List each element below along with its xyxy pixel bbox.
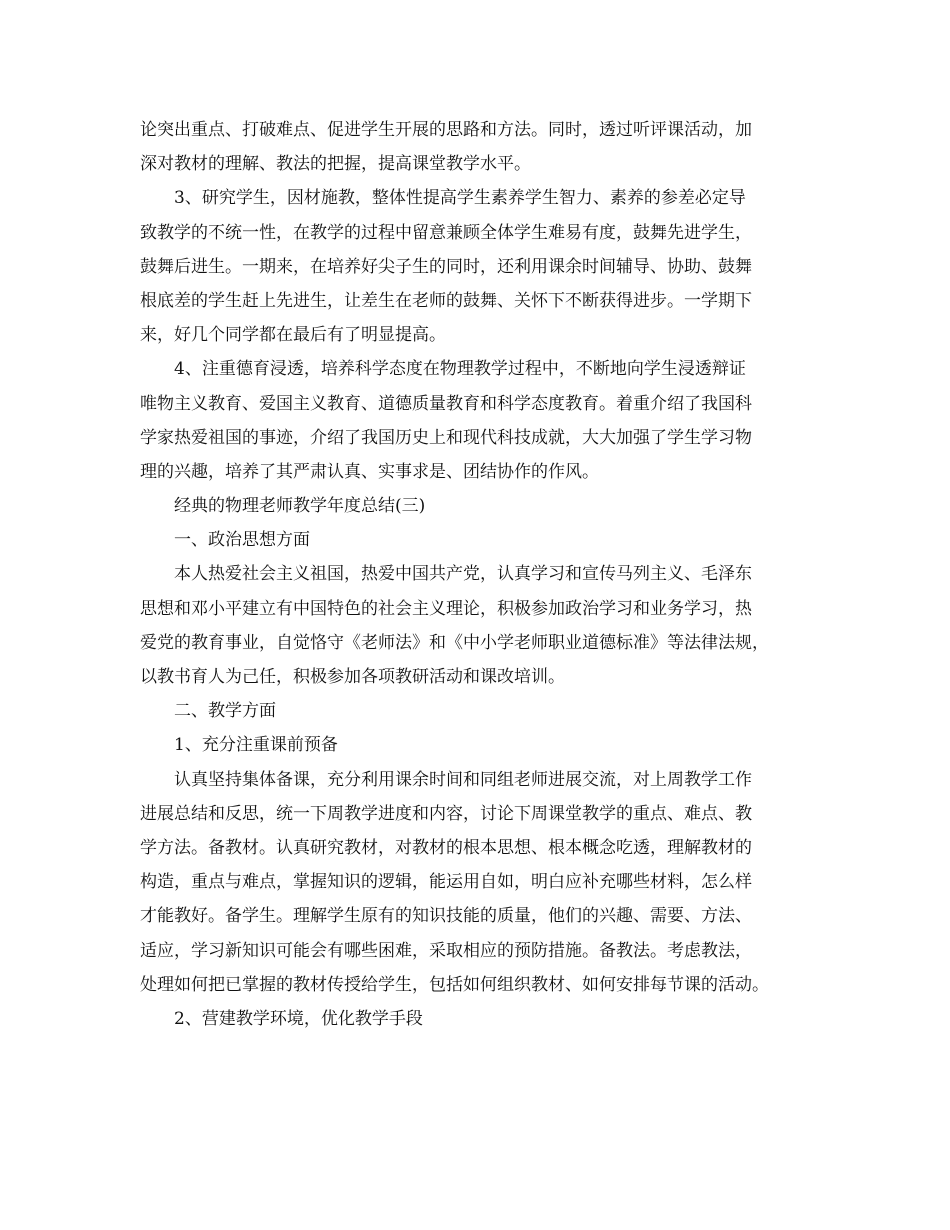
text-line: 认真坚持集体备课，充分利用课余时间和同组老师进展交流，对上周教学工作: [174, 769, 752, 790]
text-line: 1、充分注重课前预备: [174, 735, 338, 756]
text-line: 二、教学方面: [174, 701, 276, 722]
text-line: 鼓舞后进生。一期来，在培养好尖子生的同时，还利用课余时间辅导、协助、鼓舞: [140, 256, 752, 277]
text-line: 来，好几个同学都在最后有了明显提高。: [140, 325, 446, 346]
text-line: 深对教材的理解、教法的把握，提高课堂教学水平。: [140, 154, 531, 175]
text-line: 2、营建教学环境，优化教学手段: [174, 1008, 423, 1029]
text-line: 唯物主义教育、爱国主义教育、道德质量教育和科学态度教育。着重介绍了我国科: [140, 393, 752, 414]
text-line: 以教书育人为己任，积极参加各项教研活动和课改培训。: [140, 667, 565, 687]
text-line: 理的兴趣，培养了其严肃认真、实事求是、团结协作的作风。: [140, 461, 599, 482]
text-line: 本人热爱社会主义祖国，热爱中国共产党，认真学习和宣传马列主义、毛泽东: [174, 564, 752, 585]
text-line: 3、研究学生，因材施教，整体性提高学生素养学生智力、素养的参差必定导: [174, 188, 746, 209]
text-line: 致教学的不统一性，在教学的过程中留意兼顾全体学生难易有度，鼓舞先进学生，: [140, 222, 752, 243]
text-line: 论突出重点、打破难点、促进学生开展的思路和方法。同时，透过听评课活动，加: [140, 120, 752, 140]
text-line: 根底差的学生赶上先进生，让差生在老师的鼓舞、关怀下不断获得进步。一学期下: [140, 290, 752, 311]
text-line: 进展总结和反思，统一下周教学进度和内容，讨论下周课堂教学的重点、难点、教: [140, 803, 752, 824]
text-line: 学方法。备教材。认真研究教材，对教材的根本思想、根本概念吃透，理解教材的: [140, 837, 752, 858]
text-line: 适应，学习新知识可能会有哪些困难，采取相应的预防措施。备教法。考虑教法，: [140, 940, 752, 961]
text-line: 学家热爱祖国的事迹，介绍了我国历史上和现代科技成就，大大加强了学生学习物: [140, 427, 752, 448]
text-line: 经典的物理老师教学年度总结(三): [174, 496, 426, 517]
text-line: 处理如何把已掌握的教材传授给学生，包括如何组织教材、如何安排每节课的活动。: [140, 974, 769, 995]
text-line: 一、政治思想方面: [174, 530, 310, 551]
text-line: 思想和邓小平建立有中国特色的社会主义理论，积极参加政治学习和业务学习，热: [140, 598, 752, 619]
text-line: 才能教好。备学生。理解学生原有的知识技能的质量，他们的兴趣、需要、方法、: [140, 906, 752, 927]
text-line: 爱党的教育事业，自觉恪守《老师法》和《中小学老师职业道德标准》等法律法规，: [140, 632, 769, 653]
text-line: 构造，重点与难点，掌握知识的逻辑，能运用自如，明白应补充哪些材料，怎么样: [140, 872, 752, 893]
document-body: [140, 113, 830, 1036]
text-line: 4、注重德育浸透，培养科学态度在物理教学过程中，不断地向学生浸透辩证: [174, 359, 746, 380]
